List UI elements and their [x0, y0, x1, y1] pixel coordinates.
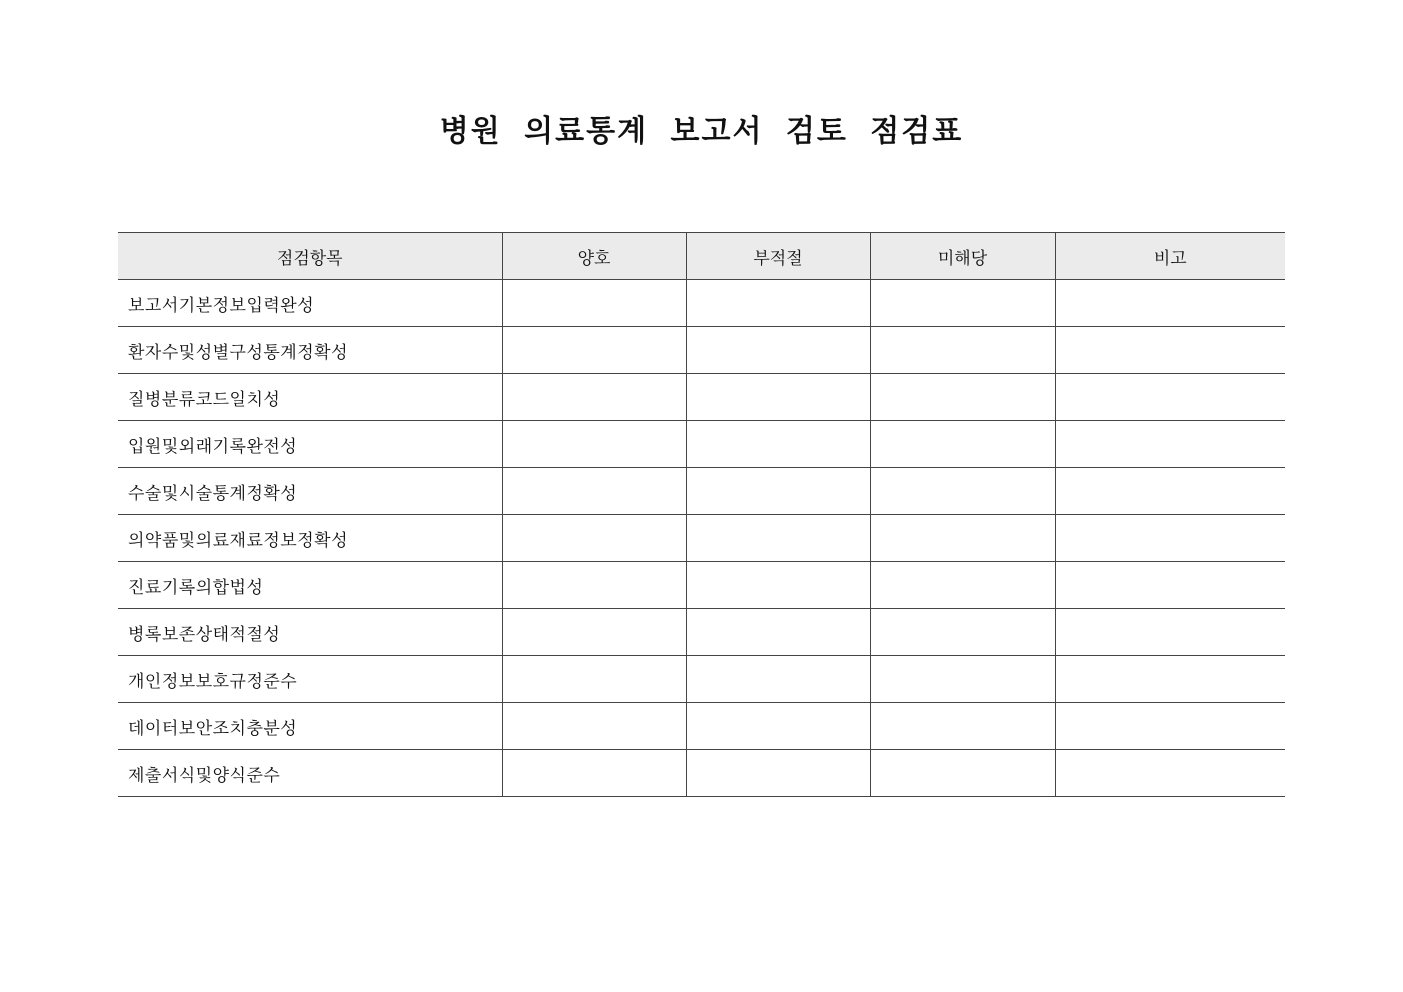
not-applicable-check-cell[interactable] — [870, 374, 1055, 421]
good-check-cell[interactable] — [502, 468, 686, 515]
not-applicable-check-cell[interactable] — [870, 515, 1055, 562]
header-inappropriate: 부적절 — [686, 233, 870, 280]
inspection-checklist-table — [118, 232, 1285, 797]
header-row — [118, 233, 1285, 280]
inspection-item-cell: 개인정보보호규정준수 — [118, 656, 502, 703]
table-row — [118, 515, 1285, 562]
table-body — [118, 280, 1285, 797]
not-applicable-check-cell[interactable] — [870, 656, 1055, 703]
good-check-cell[interactable] — [502, 562, 686, 609]
header-good: 양호 — [502, 233, 686, 280]
not-applicable-check-cell[interactable] — [870, 468, 1055, 515]
table-row — [118, 750, 1285, 797]
header-not-applicable: 미해당 — [870, 233, 1055, 280]
not-applicable-check-cell[interactable] — [870, 327, 1055, 374]
inappropriate-check-cell[interactable] — [686, 374, 870, 421]
header-remarks: 비고 — [1055, 233, 1285, 280]
inspection-item-cell: 진료기록의합법성 — [118, 562, 502, 609]
remarks-cell[interactable] — [1055, 562, 1285, 609]
remarks-cell[interactable] — [1055, 609, 1285, 656]
remarks-cell[interactable] — [1055, 656, 1285, 703]
inspection-item-cell: 입원및외래기록완전성 — [118, 421, 502, 468]
table-row — [118, 703, 1285, 750]
inappropriate-check-cell[interactable] — [686, 421, 870, 468]
inspection-item-cell: 수술및시술통계정확성 — [118, 468, 502, 515]
page-title: 병원 의료통계 보고서 검토 점검표 — [439, 114, 964, 149]
inappropriate-check-cell[interactable] — [686, 468, 870, 515]
good-check-cell[interactable] — [502, 750, 686, 797]
remarks-cell[interactable] — [1055, 421, 1285, 468]
inappropriate-check-cell[interactable] — [686, 280, 870, 327]
remarks-cell[interactable] — [1055, 515, 1285, 562]
good-check-cell[interactable] — [502, 703, 686, 750]
remarks-cell[interactable] — [1055, 327, 1285, 374]
table-row — [118, 421, 1285, 468]
table-row — [118, 374, 1285, 421]
remarks-cell[interactable] — [1055, 468, 1285, 515]
table-row — [118, 468, 1285, 515]
inspection-item-cell: 제출서식및양식준수 — [118, 750, 502, 797]
remarks-cell[interactable] — [1055, 374, 1285, 421]
not-applicable-check-cell[interactable] — [870, 562, 1055, 609]
not-applicable-check-cell[interactable] — [870, 609, 1055, 656]
inspection-item-cell: 데이터보안조치충분성 — [118, 703, 502, 750]
inspection-item-cell: 보고서기본정보입력완성 — [118, 280, 502, 327]
inappropriate-check-cell[interactable] — [686, 750, 870, 797]
inspection-item-cell: 의약품및의료재료정보정확성 — [118, 515, 502, 562]
table-header — [118, 233, 1285, 280]
good-check-cell[interactable] — [502, 280, 686, 327]
table-row — [118, 656, 1285, 703]
good-check-cell[interactable] — [502, 515, 686, 562]
inappropriate-check-cell[interactable] — [686, 515, 870, 562]
table-row — [118, 562, 1285, 609]
inspection-item-cell: 병록보존상태적절성 — [118, 609, 502, 656]
table-row — [118, 280, 1285, 327]
good-check-cell[interactable] — [502, 327, 686, 374]
not-applicable-check-cell[interactable] — [870, 703, 1055, 750]
remarks-cell[interactable] — [1055, 703, 1285, 750]
header-inspection-item: 점검항목 — [118, 233, 502, 280]
remarks-cell[interactable] — [1055, 280, 1285, 327]
not-applicable-check-cell[interactable] — [870, 750, 1055, 797]
not-applicable-check-cell[interactable] — [870, 280, 1055, 327]
inappropriate-check-cell[interactable] — [686, 327, 870, 374]
inspection-item-cell: 질병분류코드일치성 — [118, 374, 502, 421]
not-applicable-check-cell[interactable] — [870, 421, 1055, 468]
good-check-cell[interactable] — [502, 374, 686, 421]
table-row — [118, 327, 1285, 374]
inappropriate-check-cell[interactable] — [686, 562, 870, 609]
inappropriate-check-cell[interactable] — [686, 703, 870, 750]
remarks-cell[interactable] — [1055, 750, 1285, 797]
good-check-cell[interactable] — [502, 609, 686, 656]
inappropriate-check-cell[interactable] — [686, 656, 870, 703]
inappropriate-check-cell[interactable] — [686, 609, 870, 656]
good-check-cell[interactable] — [502, 421, 686, 468]
table-row — [118, 609, 1285, 656]
good-check-cell[interactable] — [502, 656, 686, 703]
inspection-item-cell: 환자수및성별구성통계정확성 — [118, 327, 502, 374]
